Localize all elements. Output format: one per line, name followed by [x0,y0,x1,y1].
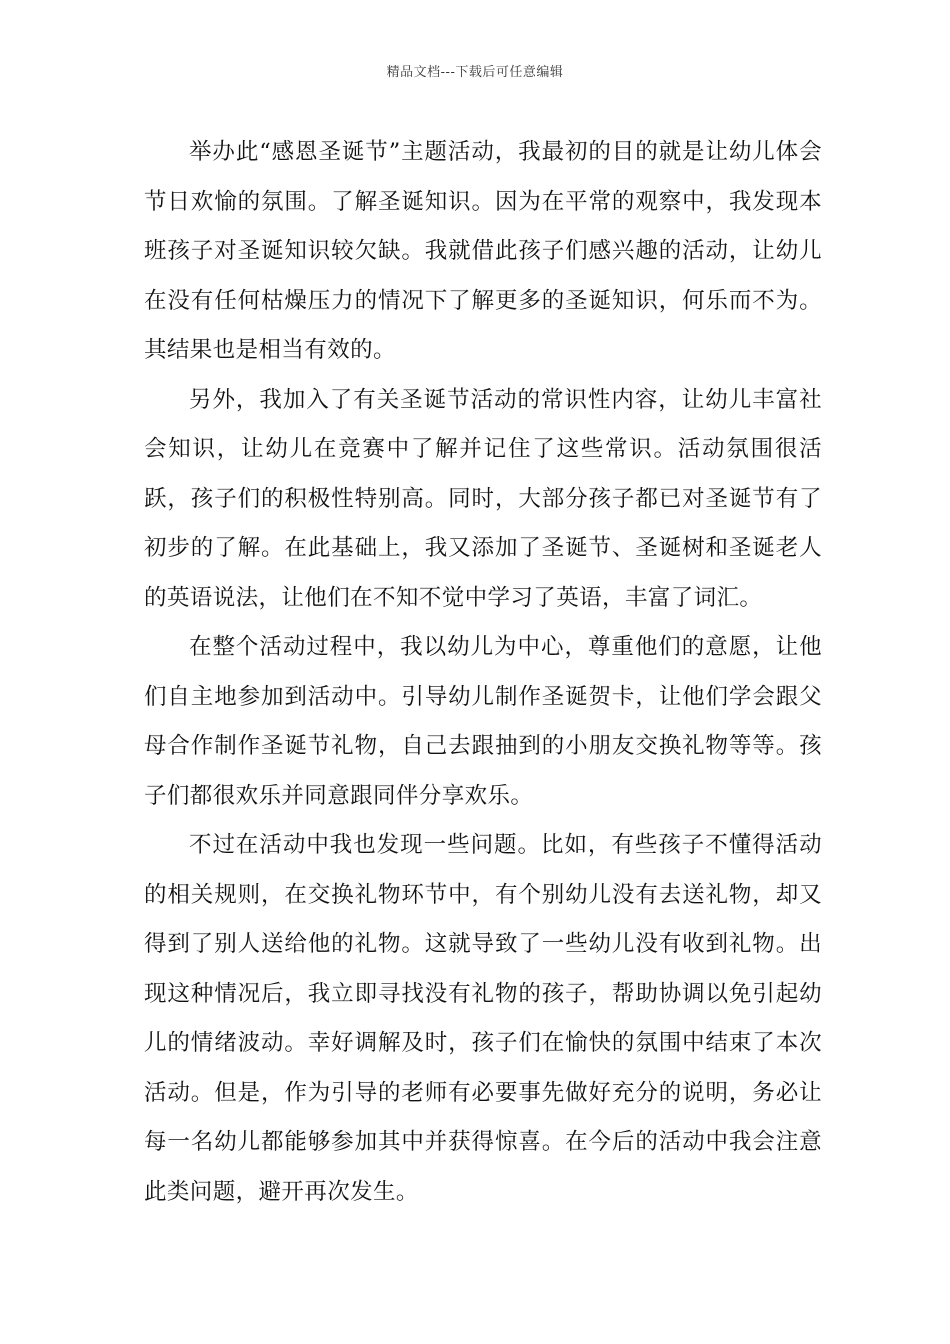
paragraph: 另外，我加入了有关圣诞节活动的常识性内容，让幼儿丰富社会知识，让幼儿在竞赛中了解并记住了这些常识。活动氛围很活跃，孩子们的积极性特别高。同时，大部分孩子都已对圣诞节有了初步的了解。在此基础上，我又添加了圣诞节、圣诞树和圣诞老人的英语说法，让他们在不知不觉中学习了英语，丰富了词汇。 [144,386,822,611]
paragraph: 在整个活动过程中，我以幼儿为中心，尊重他们的意愿，让他们自主地参加到活动中。引导幼儿制作圣诞贺卡，让他们学会跟父母合作制作圣诞节礼物，自己去跟抽到的小朋友交换礼物等等。孩子们都很欢乐并同意跟同伴分享欢乐。 [144,634,822,809]
paragraph: 举办此“感恩圣诞节”主题活动，我最初的目的就是让幼儿体会节日欢愉的氛围。了解圣诞知识。因为在平常的观察中，我发现本班孩子对圣诞知识较欠缺。我就借此孩子们感兴趣的活动，让幼儿在没有任何枯燥压力的情况下了解更多的圣诞知识，何乐而不为。其结果也是相当有效的。 [144,139,822,363]
paragraph: 不过在活动中我也发现一些问题。比如，有些孩子不懂得活动的相关规则，在交换礼物环节中，有个别幼儿没有去送礼物，却又得到了别人送给他的礼物。这就导致了一些幼儿没有收到礼物。出现这种情况后，我立即寻找没有礼物的孩子，帮助协调以免引起幼儿的情绪波动。幸好调解及时，孩子们在愉快的氛围中结束了本次活动。但是，作为引导的老师有必要事先做好充分的说明，务必让每一名幼儿都能够参加其中并获得惊喜。在今后的活动中我会注意此类问题，避开再次发生。 [144,832,822,1205]
page-header: 精品文档---下载后可任意编辑 [386,65,564,80]
document-body [144,128,822,1217]
